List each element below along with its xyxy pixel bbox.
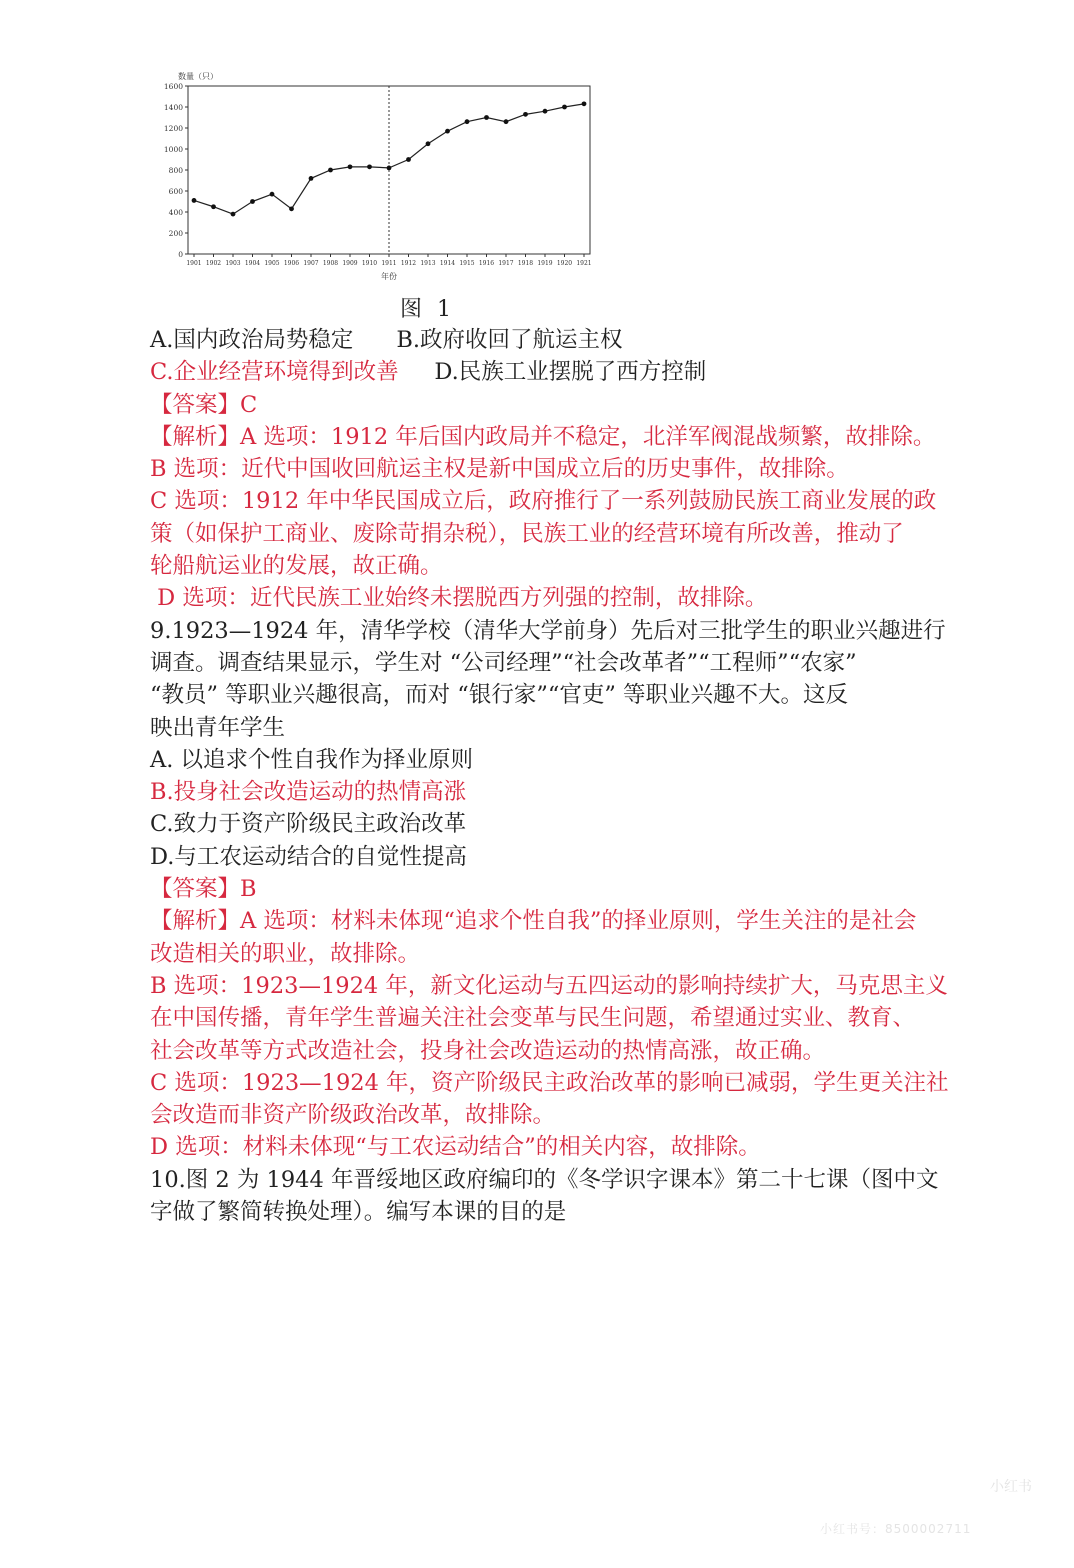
question-9: 映出青年学生 <box>150 714 286 741</box>
data-point <box>387 166 392 171</box>
analysis-line: B 选项：近代中国收回航运主权是新中国成立后的历史事件，故排除。 <box>150 456 849 483</box>
data-point <box>484 115 489 120</box>
analysis-line: C 选项：1912 年中华民国成立后，政府推行了一系列鼓励民族工商业发展的政 <box>150 488 937 515</box>
option-a: A. 以追求个性自我作为择业原则 <box>150 746 474 773</box>
y-tick-label: 200 <box>168 229 183 238</box>
watermark-text: 小红书号：8500002711 <box>820 1522 972 1536</box>
x-tick-label: 1909 <box>342 260 358 267</box>
x-tick-label: 1905 <box>264 260 280 267</box>
y-tick-label: 1000 <box>163 145 183 154</box>
answer-q9: 【答案】B <box>150 876 257 903</box>
x-tick-label: 1910 <box>361 260 378 267</box>
data-point <box>582 101 587 106</box>
analysis-line: B 选项：1923—1924 年，新文化运动与五四运动的影响持续扩大，马克思主义 <box>150 972 948 999</box>
figure-caption: 图 1 <box>400 297 455 322</box>
data-point <box>465 119 470 124</box>
x-tick-label: 1913 <box>420 260 436 267</box>
analysis-line: 在中国传播，青年学生普遍关注社会变革与民生问题，希望通过实业、教育、 <box>150 1005 916 1032</box>
analysis-line: 【解析】A 选项：材料未体现“追求个性自我”的择业原则，学生关注的是社会 <box>150 908 917 935</box>
analysis-line: 轮船航运业的发展，故正确。 <box>150 553 443 580</box>
data-point <box>504 119 509 124</box>
question-10: 字做了繁简转换处理）。编写本课的目的是 <box>150 1199 567 1226</box>
question-9: 9.1923—1924 年，清华学校（清华大学前身）先后对三批学生的职业兴趣进行 <box>150 617 946 644</box>
line-chart <box>150 66 600 286</box>
analysis-line: D 选项：近代民族工业始终未摆脱西方列强的控制，故排除。 <box>150 585 768 612</box>
analysis-line: C 选项：1923—1924 年，资产阶级民主政治改革的影响已减弱，学生更关注社 <box>150 1069 949 1096</box>
x-tick-label: 1904 <box>244 260 261 267</box>
answer-q8: 【答案】C <box>150 391 258 418</box>
option-d: D.民族工业摆脱了西方控制 <box>398 359 707 386</box>
y-tick-label: 0 <box>178 250 183 259</box>
x-tick-label: 1917 <box>498 260 514 267</box>
watermark-logo: 小红书 <box>990 1479 1032 1495</box>
data-point <box>289 206 294 211</box>
data-point <box>192 198 197 203</box>
option-c: C.致力于资产阶级民主政治改革 <box>150 811 467 838</box>
data-point <box>211 204 216 209</box>
data-point <box>426 141 431 146</box>
data-point <box>445 129 450 134</box>
x-tick-label: 1912 <box>400 260 417 267</box>
data-point <box>523 112 528 117</box>
data-point <box>367 164 372 169</box>
option-b-correct: B.投身社会改造运动的热情高涨 <box>150 779 467 806</box>
question-9: 调查。调查结果显示，学生对 “公司经理”“社会改革者”“工程师”“农家” <box>150 649 857 676</box>
question-10: 10.图 2 为 1944 年晋绥地区政府编印的《冬学识字课本》第二十七课（图中文 <box>150 1166 939 1193</box>
x-tick-label: 1915 <box>459 260 475 267</box>
y-axis-label: 数量（只） <box>178 72 218 81</box>
data-point <box>270 192 275 197</box>
data-point <box>406 157 411 162</box>
data-point <box>348 164 353 169</box>
x-tick-label: 1914 <box>439 260 456 267</box>
x-tick-label: 1902 <box>205 260 222 267</box>
y-tick-label: 800 <box>168 166 183 175</box>
x-tick-label: 1908 <box>322 260 339 267</box>
data-point <box>328 168 333 173</box>
analysis-line: D 选项：材料未体现“与工农运动结合”的相关内容，故排除。 <box>150 1134 761 1161</box>
data-point <box>543 109 548 114</box>
x-tick-label: 1919 <box>537 260 553 267</box>
options-line-ab: A.国内政治局势稳定 B.政府收回了航运主权 <box>150 327 623 353</box>
y-tick-label: 600 <box>168 187 183 196</box>
x-tick-label: 1901 <box>186 260 202 267</box>
data-point <box>250 199 255 204</box>
analysis-line: 【解析】A 选项：1912 年后国内政局并不稳定，北洋军阀混战频繁，故排除。 <box>150 423 936 450</box>
y-tick-label: 400 <box>168 208 183 217</box>
document-body <box>150 324 1020 1228</box>
x-tick-label: 1906 <box>283 260 300 267</box>
analysis-line: 策（如保护工商业、废除苛捐杂税），民族工业的经营环境有所改善，推动了 <box>150 520 904 547</box>
x-axis-label: 年份 <box>381 272 397 281</box>
x-tick-label: 1920 <box>556 260 573 267</box>
x-tick-label: 1903 <box>225 260 241 267</box>
data-point <box>562 105 567 110</box>
question-9: “教员” 等职业兴趣很高，而对 “银行家”“官吏” 等职业兴趣不大。这反 <box>150 682 848 709</box>
options-line-cd <box>150 356 1020 388</box>
x-tick-label: 1907 <box>303 260 319 267</box>
x-tick-label: 1911 <box>381 260 397 267</box>
y-tick-label: 1200 <box>163 124 183 133</box>
correct-option-c: C.企业经营环境得到改善 <box>150 359 399 386</box>
analysis-line: 会改造而非资产阶级政治改革，故排除。 <box>150 1102 556 1129</box>
data-point <box>309 176 314 181</box>
watermark <box>820 1476 1050 1546</box>
x-tick-label: 1921 <box>576 260 592 267</box>
analysis-line: 改造相关的职业，故排除。 <box>150 940 421 967</box>
x-tick-label: 1918 <box>517 260 534 267</box>
analysis-line: 社会改革等方式改造社会，投身社会改造运动的热情高涨，故正确。 <box>150 1037 826 1064</box>
x-tick-label: 1916 <box>478 260 495 267</box>
option-d: D.与工农运动结合的自觉性提高 <box>150 843 467 870</box>
y-tick-label: 1400 <box>163 103 183 112</box>
y-tick-label: 1600 <box>163 82 183 91</box>
data-point <box>231 212 236 217</box>
